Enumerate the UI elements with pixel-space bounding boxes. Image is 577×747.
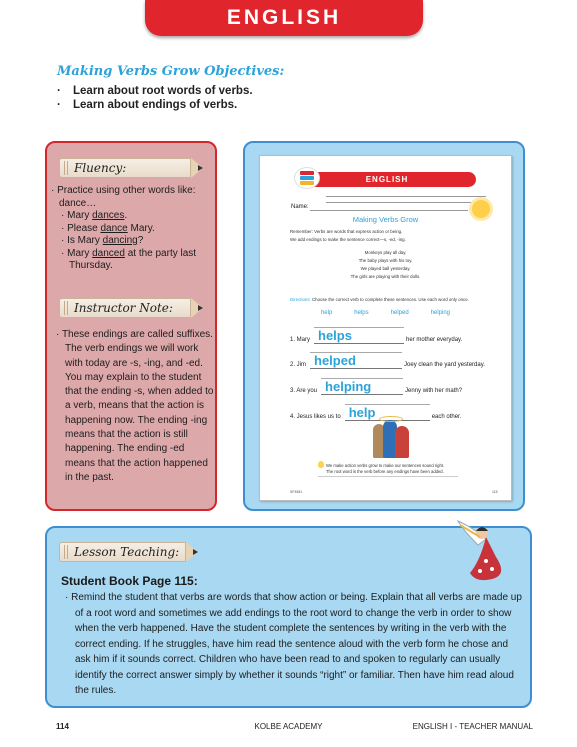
pencil-heading-instructor <box>59 297 203 319</box>
course-name: ENGLISH I - TEACHER MANUAL <box>412 722 533 731</box>
lesson-heading: Lesson Teaching: <box>74 545 180 559</box>
fluency-example: · Mary dances. <box>61 210 128 221</box>
worksheet-directions: Directions: Choose the correct verb to complete these sentences. Use each word only once. <box>290 297 469 302</box>
objective-item: · Learn about endings of verbs. <box>57 99 238 111</box>
word-bank-item: help <box>320 310 333 316</box>
pencil-icon <box>59 298 191 318</box>
answer-helping: helping <box>321 380 403 395</box>
worksheet-page <box>259 155 512 501</box>
instructor-heading: Instructor Note: <box>74 301 173 315</box>
instructor-note-text: · These endings are called suffixes. The verb endings we will work with today are -s, -ing, and -ed. You may explain to the student that the ending -s, when added to a verb, means that the action is happening now. The ending -ing means that the action is still happening. The ending -ed means that the action happened in the past. <box>56 329 214 483</box>
worksheet-examples: Monkeys play all day. The baby plays with his toy. We played ball yesterday. The girls are playing with their dolls. <box>350 250 421 279</box>
worksheet-footer-code: SF4581 <box>290 490 303 494</box>
pencil-heading-lesson <box>59 541 198 563</box>
fluency-heading: Fluency: <box>74 161 127 175</box>
worksheet-banner: ENGLISH <box>298 172 476 187</box>
objective-item: · Learn about root words of verbs. <box>57 85 253 97</box>
fluency-example: · Is Mary dancing? <box>61 235 144 246</box>
lesson-text: · Remind the student that verbs are words that show action or being. Explain that all verbs are made up of a root word and sometimes we add endings to the root word to change the verb in order to show when the verb happened. Have the student complete the sentences by writing in the verb with the correct ending. If he struggles, have him read the sentence aloud with the verb form he chose and ask him if it sounds correct. Children who have been read to and spoken to regularly can usually identify the correct answer simply by whether it sounds “right” or familiar. Then have him read aloud the rules. <box>65 592 522 696</box>
worksheet-intro: Remember: Verbs are words that express action or being. <box>290 229 403 234</box>
subject-banner <box>145 0 423 36</box>
worksheet-sentence: 2. Jim helped Joey clean the yard yesterday. <box>290 353 485 368</box>
worksheet-sentence: 4. Jesus likes us to help each other. <box>290 405 462 420</box>
page-number: 114 <box>56 722 69 731</box>
publisher-name: KOLBE ACADEMY <box>254 722 323 731</box>
pencil-heading-fluency <box>59 157 203 179</box>
worksheet-panel <box>243 141 525 511</box>
subject-title: ENGLISH <box>226 6 342 29</box>
answer-helps: helps <box>314 329 404 344</box>
pencil-icon <box>59 542 186 562</box>
fluency-content <box>51 185 215 273</box>
objectives-title: Making Verbs Grow Objectives: <box>57 64 285 79</box>
name-label: Name: <box>291 204 309 210</box>
worksheet-sentence: 1. Mary helps her mother everyday. <box>290 328 463 343</box>
holy-family-image <box>373 418 409 458</box>
answer-helped: helped <box>310 354 402 369</box>
angel-icon <box>456 517 528 585</box>
word-bank-item: helped <box>390 310 409 316</box>
books-icon <box>294 167 320 189</box>
fluency-lead: · Practice using other words like: dance… <box>51 185 196 209</box>
worksheet-tip: We make action verbs grow to make our sentences sound right. The root word is the verb before any endings have been added. <box>326 463 445 474</box>
word-bank <box>260 310 511 316</box>
worksheet-title: Making Verbs Grow <box>352 215 419 224</box>
worksheet-page-number: 115 <box>492 490 498 494</box>
fluency-example: · Mary danced at the party last Thursday. <box>61 247 197 271</box>
fluency-example: · Please dance Mary. <box>61 222 155 234</box>
word-bank-item: helps <box>354 310 369 316</box>
student-book-page: Student Book Page 115: <box>61 574 198 588</box>
objectives-list <box>57 84 253 112</box>
answer-help: help <box>345 406 430 421</box>
worksheet-sentence: 3. Are you helping Jenny with her math? <box>290 379 463 394</box>
fluency-panel <box>45 141 217 511</box>
lightbulb-icon <box>318 461 324 468</box>
worksheet-intro: We add endings to make the sentence correct—s, -ed, -ing. <box>290 237 406 242</box>
pencil-icon <box>59 158 191 178</box>
word-bank-item: helping <box>430 310 451 316</box>
